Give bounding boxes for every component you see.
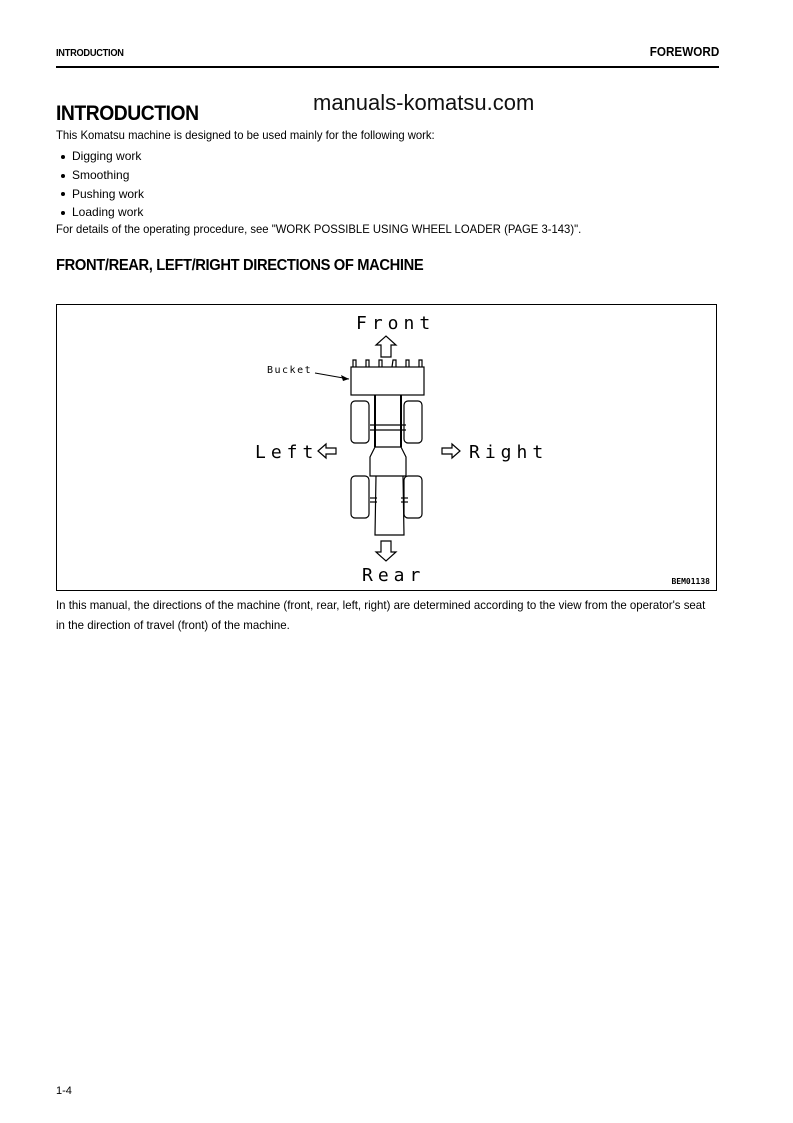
- label-rear: Rear: [362, 565, 426, 586]
- page-title: INTRODUCTION: [56, 102, 199, 125]
- directions-figure: [56, 304, 717, 591]
- work-list: [60, 147, 144, 222]
- bullet-icon: [61, 192, 65, 196]
- intro-text: This Komatsu machine is designed to be used mainly for the following work:: [56, 128, 435, 142]
- header-section: INTRODUCTION: [56, 47, 124, 59]
- list-item: Smoothing: [60, 166, 144, 185]
- label-left: Left: [255, 442, 319, 463]
- bullet-icon: [61, 211, 65, 215]
- list-item: Loading work: [60, 203, 144, 222]
- bullet-icon: [61, 174, 65, 178]
- page-header: [56, 44, 719, 68]
- watermark: manuals-komatsu.com: [313, 90, 535, 115]
- header-chapter: FOREWORD: [649, 44, 719, 59]
- label-bucket: Bucket: [267, 365, 313, 376]
- figure-code: BEM01138: [671, 577, 710, 586]
- list-item: Digging work: [60, 147, 144, 166]
- label-right: Right: [469, 442, 549, 463]
- list-item: Pushing work: [60, 185, 144, 204]
- wheel-loader-diagram-icon: [57, 305, 718, 592]
- details-reference: For details of the operating procedure, see "WORK POSSIBLE USING WHEEL LOADER (PAGE 3-143)".: [56, 222, 582, 236]
- bullet-icon: [61, 155, 65, 159]
- section-title: FRONT/REAR, LEFT/RIGHT DIRECTIONS OF MACHINE: [56, 257, 424, 274]
- label-front: Front: [356, 313, 436, 334]
- page-number: 1-4: [56, 1085, 72, 1097]
- directions-paragraph: In this manual, the directions of the machine (front, rear, left, right) are determined according to the view from the operator's seat in the direction of travel (front) of the machine.: [56, 598, 706, 632]
